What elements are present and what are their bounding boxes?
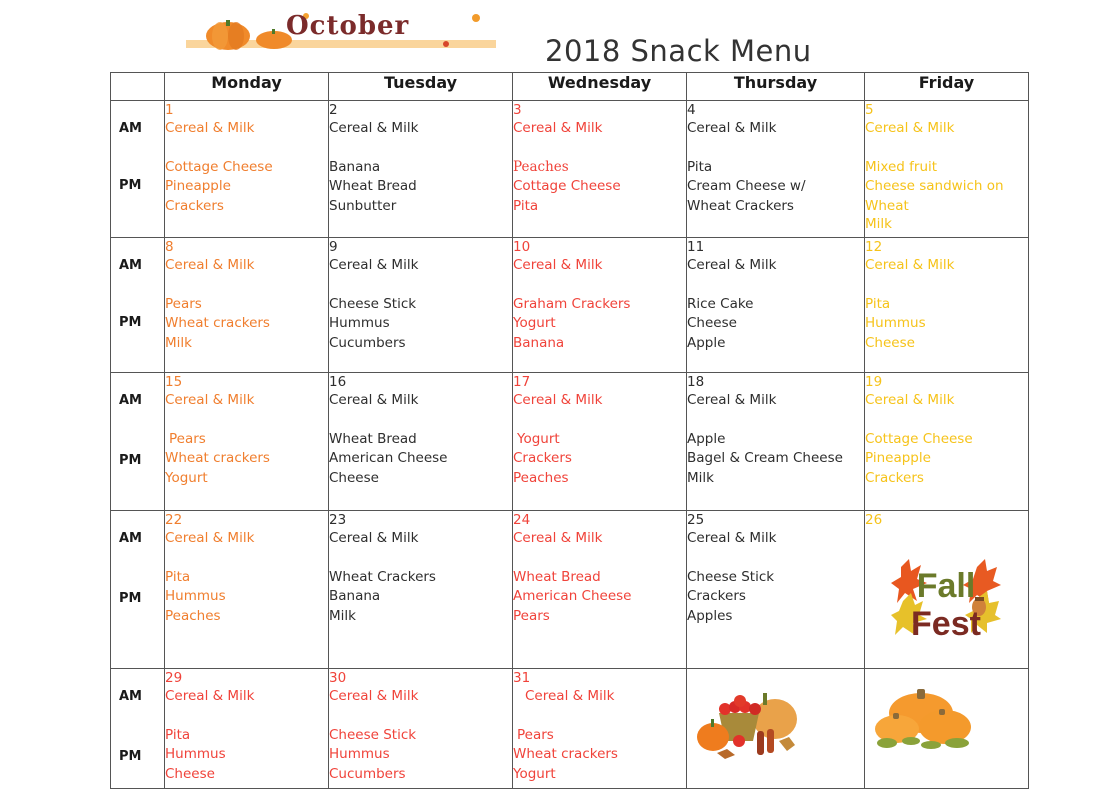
pm-snack: Pineapple — [865, 450, 931, 466]
pm-snack: Pineapple — [165, 178, 231, 194]
am-snack: Cereal & Milk — [687, 530, 777, 546]
day-cell-oct-31 — [513, 669, 687, 789]
date-number: 29 — [165, 670, 183, 686]
snack-menu-table — [110, 72, 1029, 789]
am-snack: Cereal & Milk — [165, 120, 255, 136]
day-cell-oct-8 — [165, 238, 329, 373]
pm-snack: Milk — [165, 334, 192, 351]
am-label: AM — [119, 531, 142, 546]
day-header-tuesday: Tuesday — [329, 73, 513, 101]
pm-snack: Mixed fruit — [865, 158, 938, 175]
pm-snack: Hummus — [329, 315, 390, 331]
period-label-cell — [111, 511, 165, 669]
pm-snack: Crackers — [865, 469, 924, 486]
pm-snack: Wheat crackers — [165, 450, 270, 466]
day-cell-oct-24 — [513, 511, 687, 669]
week-row-5 — [111, 669, 1029, 789]
pm-snack: Rice Cake — [687, 295, 754, 312]
day-header-monday: Monday — [165, 73, 329, 101]
am-snack: Cereal & Milk — [525, 688, 615, 704]
pm-label: PM — [119, 453, 142, 468]
am-snack: Cereal & Milk — [165, 688, 255, 704]
pm-snack: Apples — [687, 607, 733, 624]
date-number: 25 — [687, 512, 705, 528]
pm-snack: Crackers — [513, 450, 572, 466]
period-label-cell — [111, 373, 165, 511]
pm-snack: Cheese — [865, 334, 915, 351]
am-snack: Cereal & Milk — [865, 120, 955, 136]
october-banner-art-icon — [186, 8, 506, 52]
day-cell-oct-2 — [329, 101, 513, 238]
am-snack: Cereal & Milk — [329, 530, 419, 546]
pm-snack: Banana — [329, 158, 381, 175]
day-cell-oct-15 — [165, 373, 329, 511]
am-label: AM — [119, 689, 142, 704]
day-cell-oct-26 — [865, 511, 1029, 669]
day-cell-oct-1 — [165, 101, 329, 238]
pm-snack: Cheese sandwich on — [865, 178, 1004, 194]
day-cell-oct-12 — [865, 238, 1029, 373]
date-number: 1 — [165, 102, 174, 118]
am-snack: Cereal & Milk — [329, 257, 419, 273]
fall-fest-leaves-icon — [891, 557, 1001, 647]
pm-snack: Wheat Crackers — [687, 197, 794, 214]
pm-snack: Pears — [165, 295, 202, 312]
fall-fest-graphic — [891, 557, 1001, 654]
pm-snack: Cottage Cheese — [513, 178, 621, 194]
date-number: 16 — [329, 374, 347, 390]
corner-cell — [111, 73, 165, 101]
week-row-2 — [111, 238, 1029, 373]
day-cell-oct-11 — [687, 238, 865, 373]
am-snack: Cereal & Milk — [687, 120, 777, 136]
pm-snack: Yogurt — [165, 469, 208, 486]
am-snack: Cereal & Milk — [329, 688, 419, 704]
pm-snack: Peaches — [513, 469, 569, 486]
date-number: 24 — [513, 512, 531, 528]
date-number: 12 — [865, 239, 883, 255]
pm-snack: Wheat Bread — [329, 178, 417, 194]
am-snack: Cereal & Milk — [865, 257, 955, 273]
day-cell-oct-25 — [687, 511, 865, 669]
week-row-1 — [111, 101, 1029, 238]
day-cell-oct-5 — [865, 101, 1029, 238]
date-number: 5 — [865, 102, 874, 118]
page-title: 2018 Snack Menu — [545, 34, 812, 68]
pm-snack: Pears — [169, 430, 206, 447]
date-number: 9 — [329, 239, 338, 255]
pm-snack: Cheese Stick — [687, 568, 775, 585]
pm-snack: Milk — [329, 607, 356, 624]
am-snack: Cereal & Milk — [165, 530, 255, 546]
pm-snack: Cream Cheese w/ — [687, 178, 806, 194]
am-snack: Cereal & Milk — [687, 257, 777, 273]
date-number: 10 — [513, 239, 531, 255]
date-number: 31 — [513, 670, 531, 686]
pm-snack: Cheese — [165, 765, 215, 782]
date-number: 2 — [329, 102, 338, 118]
day-cell-oct-23 — [329, 511, 513, 669]
pm-label: PM — [119, 315, 142, 330]
day-header-wednesday: Wednesday — [513, 73, 687, 101]
pm-label: PM — [119, 178, 142, 193]
day-cell-oct-16 — [329, 373, 513, 511]
svg-text:Fall: Fall — [916, 567, 976, 605]
pm-snack: Pita — [165, 568, 191, 585]
pm-snack: Cheese — [329, 469, 379, 486]
svg-text:October: October — [286, 11, 410, 41]
date-number: 4 — [687, 102, 696, 118]
day-header-row — [111, 73, 1029, 101]
pm-snack: Banana — [513, 334, 565, 351]
am-snack: Cereal & Milk — [165, 392, 255, 408]
date-number: 19 — [865, 374, 883, 390]
am-snack: Cereal & Milk — [513, 120, 603, 136]
day-cell-oct-4 — [687, 101, 865, 238]
pm-snack: Peaches — [513, 158, 569, 175]
day-header-friday: Friday — [865, 73, 1029, 101]
day-cell-oct-17 — [513, 373, 687, 511]
pm-snack: Wheat Bread — [329, 430, 417, 447]
day-cell-oct-22 — [165, 511, 329, 669]
harvest-image-cell — [687, 669, 865, 789]
pm-snack: Pita — [687, 158, 713, 175]
pm-snack: Hummus — [165, 588, 226, 604]
pm-snack: Apple — [687, 334, 726, 351]
pm-snack: Cucumbers — [329, 765, 406, 782]
pm-snack: Crackers — [165, 197, 224, 214]
day-header-thursday: Thursday — [687, 73, 865, 101]
pm-snack: Pears — [513, 607, 550, 624]
day-cell-oct-9 — [329, 238, 513, 373]
pm-label: PM — [119, 749, 142, 764]
date-number: 22 — [165, 512, 183, 528]
pm-snack: Yogurt — [517, 430, 560, 447]
pm-snack: Wheat crackers — [513, 746, 618, 762]
am-snack: Cereal & Milk — [865, 392, 955, 408]
pm-snack: Sunbutter — [329, 197, 397, 214]
pm-snack: Hummus — [329, 746, 390, 762]
pm-snack: Wheat — [865, 197, 909, 214]
pm-snack: Wheat crackers — [165, 315, 270, 331]
pm-snack: Cheese — [687, 315, 737, 331]
harvest-basket-graphic — [695, 691, 805, 768]
week-row-4 — [111, 511, 1029, 669]
date-number: 8 — [165, 239, 174, 255]
pm-snack: Pears — [517, 726, 554, 743]
svg-text:Fest: Fest — [911, 605, 981, 643]
pm-snack: Peaches — [165, 607, 221, 624]
pm-snack: Hummus — [865, 315, 926, 331]
date-number: 3 — [513, 102, 522, 118]
harvest-basket-icon — [695, 691, 805, 761]
am-snack: Cereal & Milk — [165, 257, 255, 273]
am-snack: Cereal & Milk — [687, 392, 777, 408]
am-snack: Cereal & Milk — [513, 530, 603, 546]
pm-snack: Pita — [165, 726, 191, 743]
pm-snack: Milk — [687, 469, 714, 486]
date-number: 11 — [687, 239, 705, 255]
pm-snack: Wheat Bread — [513, 568, 601, 585]
am-snack: Cereal & Milk — [513, 392, 603, 408]
pumpkins-graphic — [873, 687, 977, 760]
pm-snack: Cucumbers — [329, 334, 406, 351]
pumpkins-image-cell — [865, 669, 1029, 789]
pm-snack: Pita — [513, 197, 539, 214]
period-label-cell — [111, 669, 165, 789]
date-number: 15 — [165, 374, 183, 390]
pm-snack: Cottage Cheese — [165, 158, 273, 175]
pumpkins-icon — [873, 687, 977, 753]
day-cell-oct-19 — [865, 373, 1029, 511]
pm-snack: Banana — [329, 588, 381, 604]
pm-snack: Pita — [865, 295, 891, 312]
date-number: 23 — [329, 512, 347, 528]
am-label: AM — [119, 393, 142, 408]
pm-snack: American Cheese — [329, 450, 448, 466]
pm-snack: Graham Crackers — [513, 295, 631, 312]
pm-snack: Bagel & Cream Cheese — [687, 450, 843, 466]
period-label-cell — [111, 238, 165, 373]
pm-label: PM — [119, 591, 142, 606]
date-number: 18 — [687, 374, 705, 390]
pm-snack: Cheese Stick — [329, 295, 417, 312]
day-cell-oct-3 — [513, 101, 687, 238]
period-label-cell — [111, 101, 165, 238]
date-number: 17 — [513, 374, 531, 390]
date-number: 26 — [865, 512, 883, 528]
am-snack: Cereal & Milk — [513, 257, 603, 273]
pm-snack: Milk — [865, 216, 892, 232]
am-label: AM — [119, 258, 142, 273]
pm-snack: Yogurt — [513, 765, 556, 782]
day-cell-oct-29 — [165, 669, 329, 789]
date-number: 30 — [329, 670, 347, 686]
pm-snack: American Cheese — [513, 588, 632, 604]
pm-snack: Cottage Cheese — [865, 430, 973, 447]
week-row-3 — [111, 373, 1029, 511]
pm-snack: Apple — [687, 430, 726, 447]
pm-snack: Wheat Crackers — [329, 568, 436, 585]
pm-snack: Hummus — [165, 746, 226, 762]
day-cell-oct-30 — [329, 669, 513, 789]
pm-snack: Cheese Stick — [329, 726, 417, 743]
am-snack: Cereal & Milk — [329, 120, 419, 136]
day-cell-oct-18 — [687, 373, 865, 511]
pm-snack: Yogurt — [513, 315, 556, 331]
day-cell-oct-10 — [513, 238, 687, 373]
am-label: AM — [119, 121, 142, 136]
pm-snack: Crackers — [687, 588, 746, 604]
am-snack: Cereal & Milk — [329, 392, 419, 408]
october-banner — [186, 8, 506, 52]
